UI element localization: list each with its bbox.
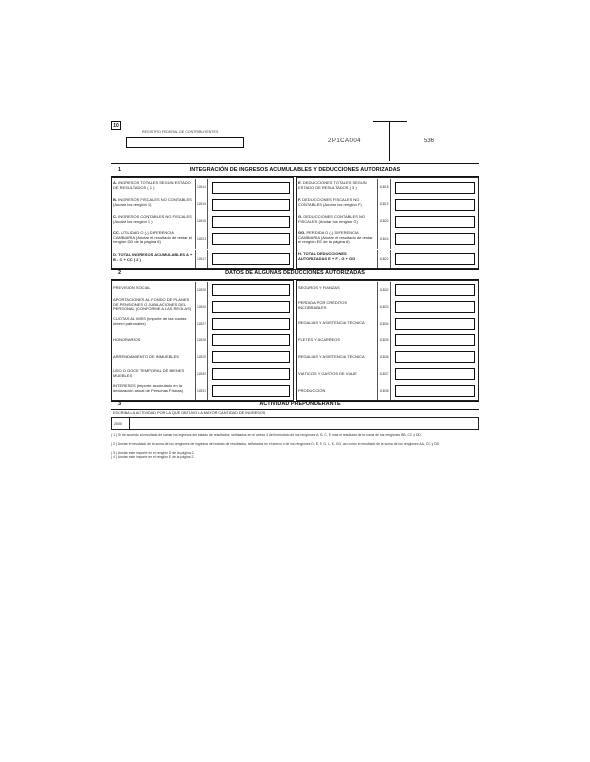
s1-left-row-a-label-wrap — [113, 181, 193, 195]
footnote-1: ( 1 ) Si de acuerdo al resultado de sumar los ingresos del estado de resultados, señalados en el anexo 4 del formulario de los renglones A, B, C, E más el resultado de la suma de los renglones BB, CC y DD. — [111, 433, 422, 437]
s1-left-row-d-label-wrap — [113, 253, 193, 267]
row-label: DEDUCCIONES FISCALES NO CONTABLES (Anotar los renglón F) — [298, 198, 362, 207]
rfc-label: REGISTRO FEDERAL DE CONTRIBUYENTES — [142, 130, 219, 134]
row-code: 11B33 — [377, 298, 391, 316]
amount-field[interactable] — [395, 318, 475, 330]
row-code: 11B34 — [377, 316, 391, 332]
s1-left-row-b-label-wrap — [113, 198, 193, 212]
row-label: CUOTAS AL IMSS (importe de las cuotas obrero patronales) — [113, 317, 187, 326]
row-code: 11B27 — [195, 316, 208, 332]
s2-left-row-5 — [111, 349, 294, 366]
amount-field[interactable] — [212, 216, 290, 228]
s1-right-row-f — [296, 196, 479, 213]
section3-row — [111, 417, 479, 430]
form-tee-horizontal — [373, 121, 407, 122]
row-label: INTERESES (importe acumulado en la declaración anual de Personas Físicas) — [113, 384, 184, 393]
amount-field[interactable] — [212, 253, 290, 265]
amount-field[interactable] — [212, 284, 290, 296]
section2-number: 2 — [118, 270, 122, 276]
form-tee-vertical — [389, 121, 390, 161]
amount-field[interactable] — [395, 368, 475, 380]
row-code: 11B14 — [195, 179, 208, 196]
row-label: TOTAL INGRESOS ACUMULABLES A + B - C + CC ( 2 ) — [113, 253, 193, 262]
row-letter: CC. — [113, 231, 120, 235]
row-code: 11B28 — [195, 332, 208, 349]
row-label: INGRESOS TOTALES SEGÚN ESTADO DE RESULTADOS ( 1 ) — [113, 181, 191, 190]
s1-left-row-cc — [111, 230, 294, 249]
amount-field[interactable] — [395, 216, 475, 228]
section1-top-rule — [111, 163, 479, 164]
s1-left-row-d — [111, 250, 294, 268]
s1-left-row-c-label-wrap — [113, 215, 193, 229]
row-letter: A. — [113, 181, 117, 185]
s1-right-row-h-label-wrap — [298, 252, 376, 268]
row-label: PÉRDIDA O (-) DIFERENCIA CAMBIARIA (Anotar el resultado de restar el renglón EE de la página 6) — [298, 231, 373, 245]
amount-field[interactable] — [395, 199, 475, 211]
row-letter: D. — [113, 253, 117, 257]
row-code: 11B23 — [195, 230, 208, 249]
row-label: PÉRDIDA POR CRÉDITOS INCOBRABLES — [298, 301, 348, 310]
amount-field[interactable] — [212, 385, 290, 397]
section3-title-rule — [111, 409, 479, 410]
section3-divider — [129, 418, 130, 430]
s2-right-row-4 — [296, 332, 479, 349]
row-label: INGRESOS FISCALES NO CONTABLES (Anotar los renglón 1) — [113, 198, 192, 207]
row-label: USO O GOCE TEMPORAL DE BIENES MUEBLES — [113, 369, 185, 378]
page-number: 10 — [113, 123, 119, 129]
s1-right-row-g — [296, 213, 479, 230]
amount-field[interactable] — [212, 233, 290, 245]
row-code: 11B30 — [195, 366, 208, 383]
section1-number: 1 — [118, 167, 122, 173]
row-code: 11B22 — [377, 250, 391, 268]
s1-right-row-g-label-wrap — [298, 215, 376, 229]
section3-instruction: ESCRIBA LA ACTIVIDAD POR LA QUE OBTUVO LA MAYOR CANTIDAD DE INGRESOS — [113, 411, 266, 415]
s1-right-row-h — [296, 250, 479, 268]
row-letter: B. — [113, 198, 117, 202]
s2-left-row-2 — [111, 298, 294, 316]
s1-left-row-a — [111, 179, 294, 196]
footnote-3: ( 3 ) Anotar este importe en el renglón D de la página 2. — [111, 451, 195, 455]
row-label: INGRESOS CONTABLES NO FISCALES (Anotar los renglón 1 ) — [113, 215, 192, 224]
amount-field[interactable] — [395, 253, 475, 265]
s1-left-row-c — [111, 213, 294, 230]
s1-right-row-gg-label-wrap — [298, 231, 376, 249]
s2-right-row-7 — [296, 383, 479, 400]
row-code: 11B25 — [195, 282, 208, 298]
amount-field[interactable] — [212, 182, 290, 194]
row-code: 11B20 — [377, 213, 391, 230]
amount-field[interactable] — [395, 385, 475, 397]
s1-right-row-e-label-wrap — [298, 181, 376, 195]
footnotes — [111, 433, 479, 460]
s2-right-row-5 — [296, 349, 479, 366]
row-label: DEDUCCIONES CONTABLES NO FISCALES (Anotar los renglón G) — [298, 215, 366, 224]
amount-field[interactable] — [212, 318, 290, 330]
row-code: 11B36 — [377, 349, 391, 366]
amount-field[interactable] — [395, 334, 475, 346]
amount-field[interactable] — [395, 233, 475, 245]
row-letter: F. — [298, 198, 302, 202]
s2-left-row-7 — [111, 383, 294, 400]
row-label: PRODUCCIÓN — [298, 389, 326, 393]
footnote-4: ( 4 ) Anotar este importe en el renglón E de la página 2. — [111, 455, 195, 460]
row-code: 11B18 — [377, 179, 391, 196]
row-label: ARRENDAMIENTO DE INMUEBLES — [113, 355, 179, 359]
row-code: 11B15 — [195, 196, 208, 213]
row-label: HONORARIOS — [113, 338, 141, 342]
s2-left-row-4 — [111, 332, 294, 349]
s1-right-row-f-label-wrap — [298, 198, 376, 212]
section2-title: DATOS DE ALGUNAS DEDUCCIONES AUTORIZADAS — [225, 270, 365, 276]
row-label: APORTACIONES AL FONDO DE PLANES DE PENSIONES O JUBILACIONES DEL PERSONAL (CONFORME A LAS REGLAS) — [113, 298, 192, 312]
s2-right-row-3 — [296, 316, 479, 332]
row-label: UTILIDAD O (-) DIFERENCIA CAMBIARIA (Anotar el resultado de restar el renglón DD de la página 6) — [113, 231, 192, 245]
amount-field[interactable] — [212, 334, 290, 346]
form-code: 2P1CA004 — [328, 138, 362, 144]
row-code: 11B19 — [377, 196, 391, 213]
row-label: REGALÍAS Y ASISTENCIA TÉCNICA — [298, 355, 365, 359]
row-code: 11B32 — [377, 282, 391, 298]
section3-field-label: 2000 — [114, 422, 122, 426]
s2-right-row-1 — [296, 282, 479, 298]
row-label: DEDUCCIONES TOTALES SEGÚN ESTADO DE RESULTADOS ( 3 ) — [298, 181, 367, 190]
s1-left-row-b — [111, 196, 294, 213]
row-label: REGALÍAS Y ASISTENCIA TÉCNICA — [298, 321, 365, 325]
amount-field[interactable] — [395, 351, 475, 363]
s2-right-row-2 — [296, 298, 479, 316]
row-letter: GG. — [298, 231, 306, 235]
row-code: 11B38 — [377, 383, 391, 400]
s1-left-row-cc-label-wrap — [113, 231, 193, 249]
amount-field[interactable] — [395, 182, 475, 194]
s2-left-row-3 — [111, 316, 294, 332]
amount-field[interactable] — [212, 301, 290, 313]
s2-left-row-1 — [111, 282, 294, 298]
row-label: PREVISIÓN SOCIAL — [113, 286, 151, 290]
section3-number: 3 — [118, 401, 122, 407]
row-letter: H. — [298, 252, 302, 256]
row-letter: C. — [113, 215, 117, 219]
footnote-2: ( 2 ) Anotar el resultado de la suma de los renglones de ingresos del estado de resultados, señalados en el anexo 4 de los renglones D, E, F, G, L, K, GG, así como el resultado de la suma de los renglones AA, CC y DD. — [111, 442, 441, 446]
row-code: 11B29 — [195, 349, 208, 366]
activity-input[interactable] — [131, 419, 477, 429]
row-code: 11B26 — [195, 298, 208, 316]
amount-field[interactable] — [395, 301, 475, 313]
section1-title: INTEGRACIÓN DE INGRESOS ACUMULABLES Y DEDUCCIONES AUTORIZADAS — [189, 167, 401, 173]
form-number: 536 — [424, 138, 435, 144]
row-letter: G. — [298, 215, 303, 219]
row-code: 11B37 — [377, 366, 391, 383]
s1-right-row-gg — [296, 230, 479, 249]
row-label: FLETES Y ACARREOS — [298, 338, 341, 342]
row-code: 11B35 — [377, 332, 391, 349]
row-code: 11B24 — [377, 230, 391, 249]
rfc-field[interactable] — [126, 137, 244, 148]
amount-field[interactable] — [395, 284, 475, 296]
amount-field[interactable] — [212, 199, 290, 211]
row-code: 11B31 — [195, 383, 208, 400]
row-code: 11B16 — [195, 213, 208, 230]
page-number-box — [111, 121, 121, 130]
s2-right-row-6 — [296, 366, 479, 383]
s2-left-row-6 — [111, 366, 294, 383]
row-label: SEGUROS Y FIANZAS — [298, 286, 340, 290]
s1-right-row-e — [296, 179, 479, 196]
row-label: TOTAL DEDUCCIONES AUTORIZADAS E + F - G + GG — [298, 252, 356, 261]
row-code: 11B17 — [195, 250, 208, 268]
section3-title: ACTIVIDAD PREPONDERANTE — [259, 401, 341, 407]
amount-field[interactable] — [212, 368, 290, 380]
row-label: VIÁTICOS Y GASTOS DE VIAJE — [298, 372, 357, 376]
row-letter: E. — [298, 181, 302, 185]
amount-field[interactable] — [212, 351, 290, 363]
